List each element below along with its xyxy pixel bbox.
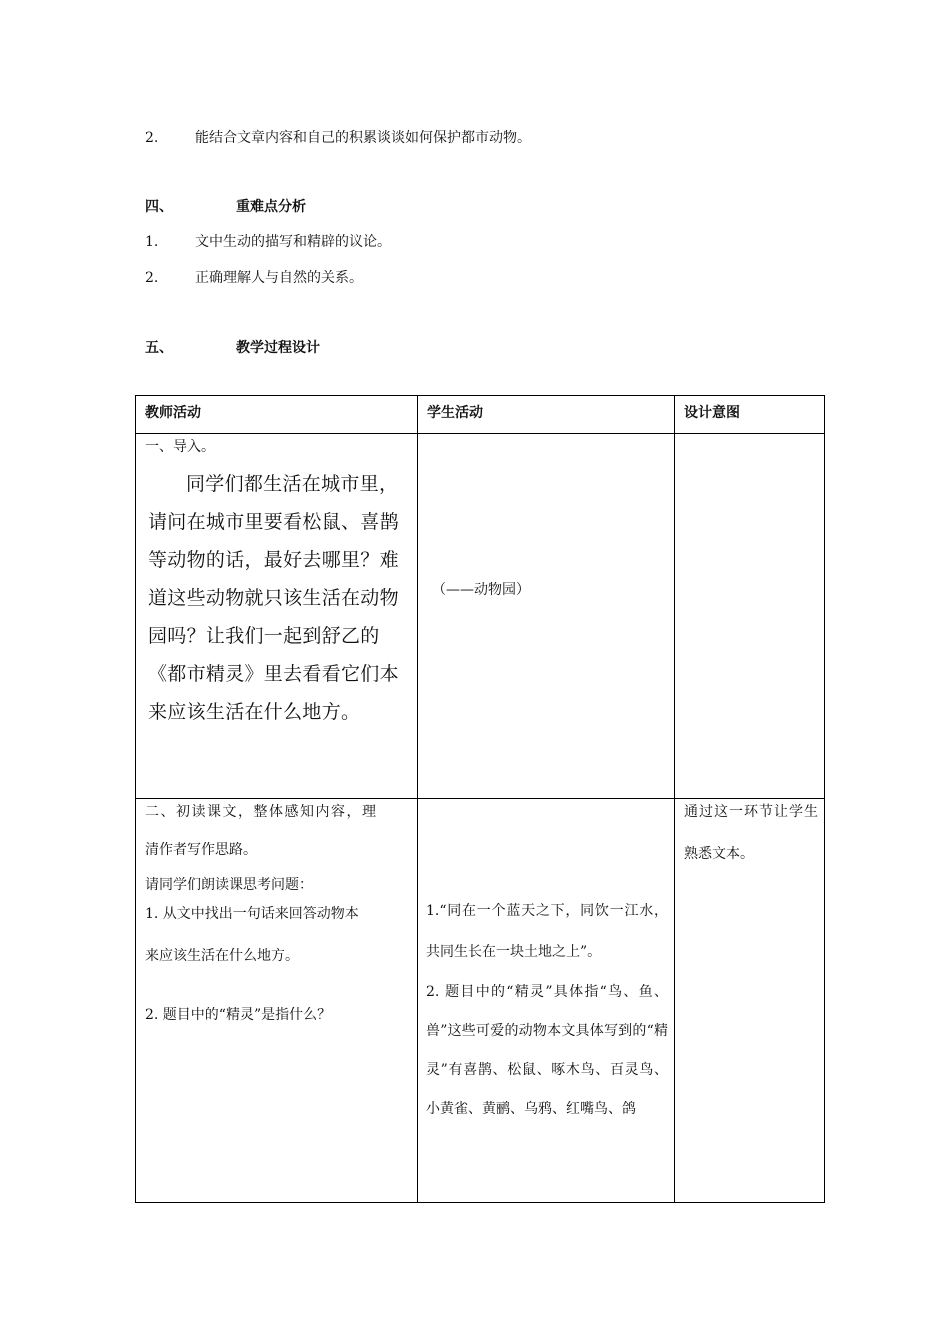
section-4-item-2-text: 正确理解人与自然的关系。 xyxy=(195,270,363,286)
row2-teacher-question-2: 2. 题目中的“精灵”是指什么？ xyxy=(145,1007,332,1023)
table-row xyxy=(136,434,825,799)
row1-teacher-paragraph: 同学们都生活在城市里，请问在城市里要看松鼠、喜鹊等动物的话，最好去哪里？难道这些动物就只该生活在动物园吗？让我们一起到舒乙的《都市精灵》里去看看它们本来应该生活在什么地方。 xyxy=(148,473,399,723)
row2-teacher-question-1b: 来应该生活在什么地方。 xyxy=(145,948,299,964)
row2-student-answer-2: 2. 题目中的“精灵”具体指“鸟、鱼、兽”这些可爱的动物本文具体写到的“精灵”有喜鹊、松鼠、啄木鸟、百灵鸟、小黄雀、黄鹂、乌鸦、红嘴鸟、鸽 xyxy=(426,984,668,1117)
section-4-item-2-num: 2. xyxy=(145,270,159,286)
header-design-intent: 设计意图 xyxy=(675,396,825,434)
row2-teacher-line-3: 请同学们朗读课思考问题： xyxy=(145,877,313,893)
header-teacher-activity: 教师活动 xyxy=(136,396,418,434)
row1-intent-cell xyxy=(675,434,825,799)
row2-student-cell xyxy=(418,799,675,1203)
table-header-row xyxy=(136,396,825,434)
section-4-num: 四、 xyxy=(145,199,173,215)
row2-intent-text: 通过这一环节让学生熟悉文本。 xyxy=(684,804,818,862)
row1-student-answer: （——动物园） xyxy=(432,582,530,598)
row1-teacher-cell xyxy=(136,434,418,799)
row2-teacher-question-1a: 1. 从文中找出一句话来回答动物本 xyxy=(145,906,359,922)
section-4-item-1-text: 文中生动的描写和精辟的议论。 xyxy=(195,234,391,250)
row1-student-cell xyxy=(418,434,675,799)
row2-student-answer-1: 1.“同在一个蓝天之下，同饮一江水，共同生长在一块土地之上”。 xyxy=(426,903,668,960)
table-row xyxy=(136,799,825,1203)
section-5-num: 五、 xyxy=(145,340,173,356)
teaching-process-table xyxy=(135,395,825,1203)
goal-item-2-num: 2. xyxy=(145,130,159,146)
section-4-title: 重难点分析 xyxy=(236,199,306,215)
header-student-activity: 学生活动 xyxy=(418,396,675,434)
section-5-title: 教学过程设计 xyxy=(236,340,320,356)
row2-teacher-line-2: 清作者写作思路。 xyxy=(145,842,257,858)
row2-teacher-line-1: 二、初读课文，整体感知内容，理 xyxy=(145,804,378,820)
row2-intent-cell xyxy=(675,799,825,1203)
section-4-item-1-num: 1. xyxy=(145,234,159,250)
row2-teacher-cell xyxy=(136,799,418,1203)
goal-item-2-text: 能结合文章内容和自己的积累谈谈如何保护都市动物。 xyxy=(195,130,531,146)
row1-teacher-title: 一、导入。 xyxy=(145,439,215,455)
